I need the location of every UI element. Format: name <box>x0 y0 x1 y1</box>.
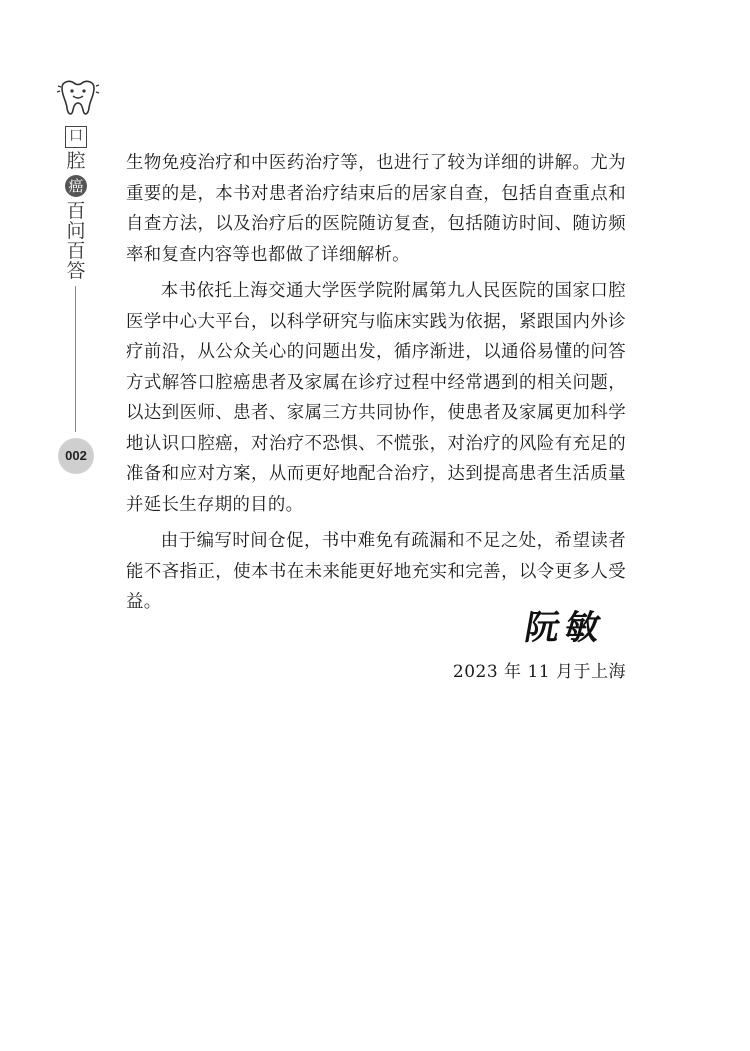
tooth-mascot-icon <box>56 78 100 118</box>
signature-block <box>400 600 626 682</box>
sidebar-title-char: 百 <box>66 240 86 262</box>
paragraph: 由于编写时间仓促，书中难免有疏漏和不足之处，希望读者能不吝指正，使本书在未来能更好地充实和完善，以令更多人受益。 <box>126 531 626 612</box>
body-text <box>126 148 626 624</box>
sidebar-divider <box>75 286 76 432</box>
sidebar-title-char: 口 <box>65 126 87 148</box>
page-number: 002 <box>58 438 94 474</box>
sidebar-title-char: 癌 <box>65 175 87 197</box>
author-signature: 阮敏 <box>521 608 609 648</box>
signature-date: 2023 年 11 月于上海 <box>452 662 626 682</box>
running-head-sidebar <box>0 0 110 520</box>
sidebar-title-char: 答 <box>66 260 86 282</box>
sidebar-title-char: 百 <box>66 200 86 222</box>
sidebar-title-char: 腔 <box>66 150 86 172</box>
paragraph: 本书依托上海交通大学医学院附属第九人民医院的国家口腔医学中心大平台，以科学研究与临床实践为依据，紧跟国内外诊疗前沿，从公众关心的问题出发，循序渐进，以通俗易懂的问答方式解答口腔癌患者及家属在诊疗过程中经常遇到的相关问题，以达到医师、患者、家属三方共同协作，使患者及家属更加科学地认识口腔癌，对治疗不恐惧、不慌张，对治疗的风险有充足的准备和应对方案，从而更好地配合治疗，达到提高患者生活质量并延长生存期的目的。 <box>126 281 626 515</box>
paragraph: 生物免疫治疗和中医药治疗等，也进行了较为详细的讲解。尤为重要的是，本书对患者治疗结束后的居家自查，包括自查重点和自查方法，以及治疗后的医院随访复查，包括随访时间、随访频率和复查内容等也都做了详细解析。 <box>126 153 626 265</box>
sidebar-title-char: 问 <box>66 220 86 242</box>
